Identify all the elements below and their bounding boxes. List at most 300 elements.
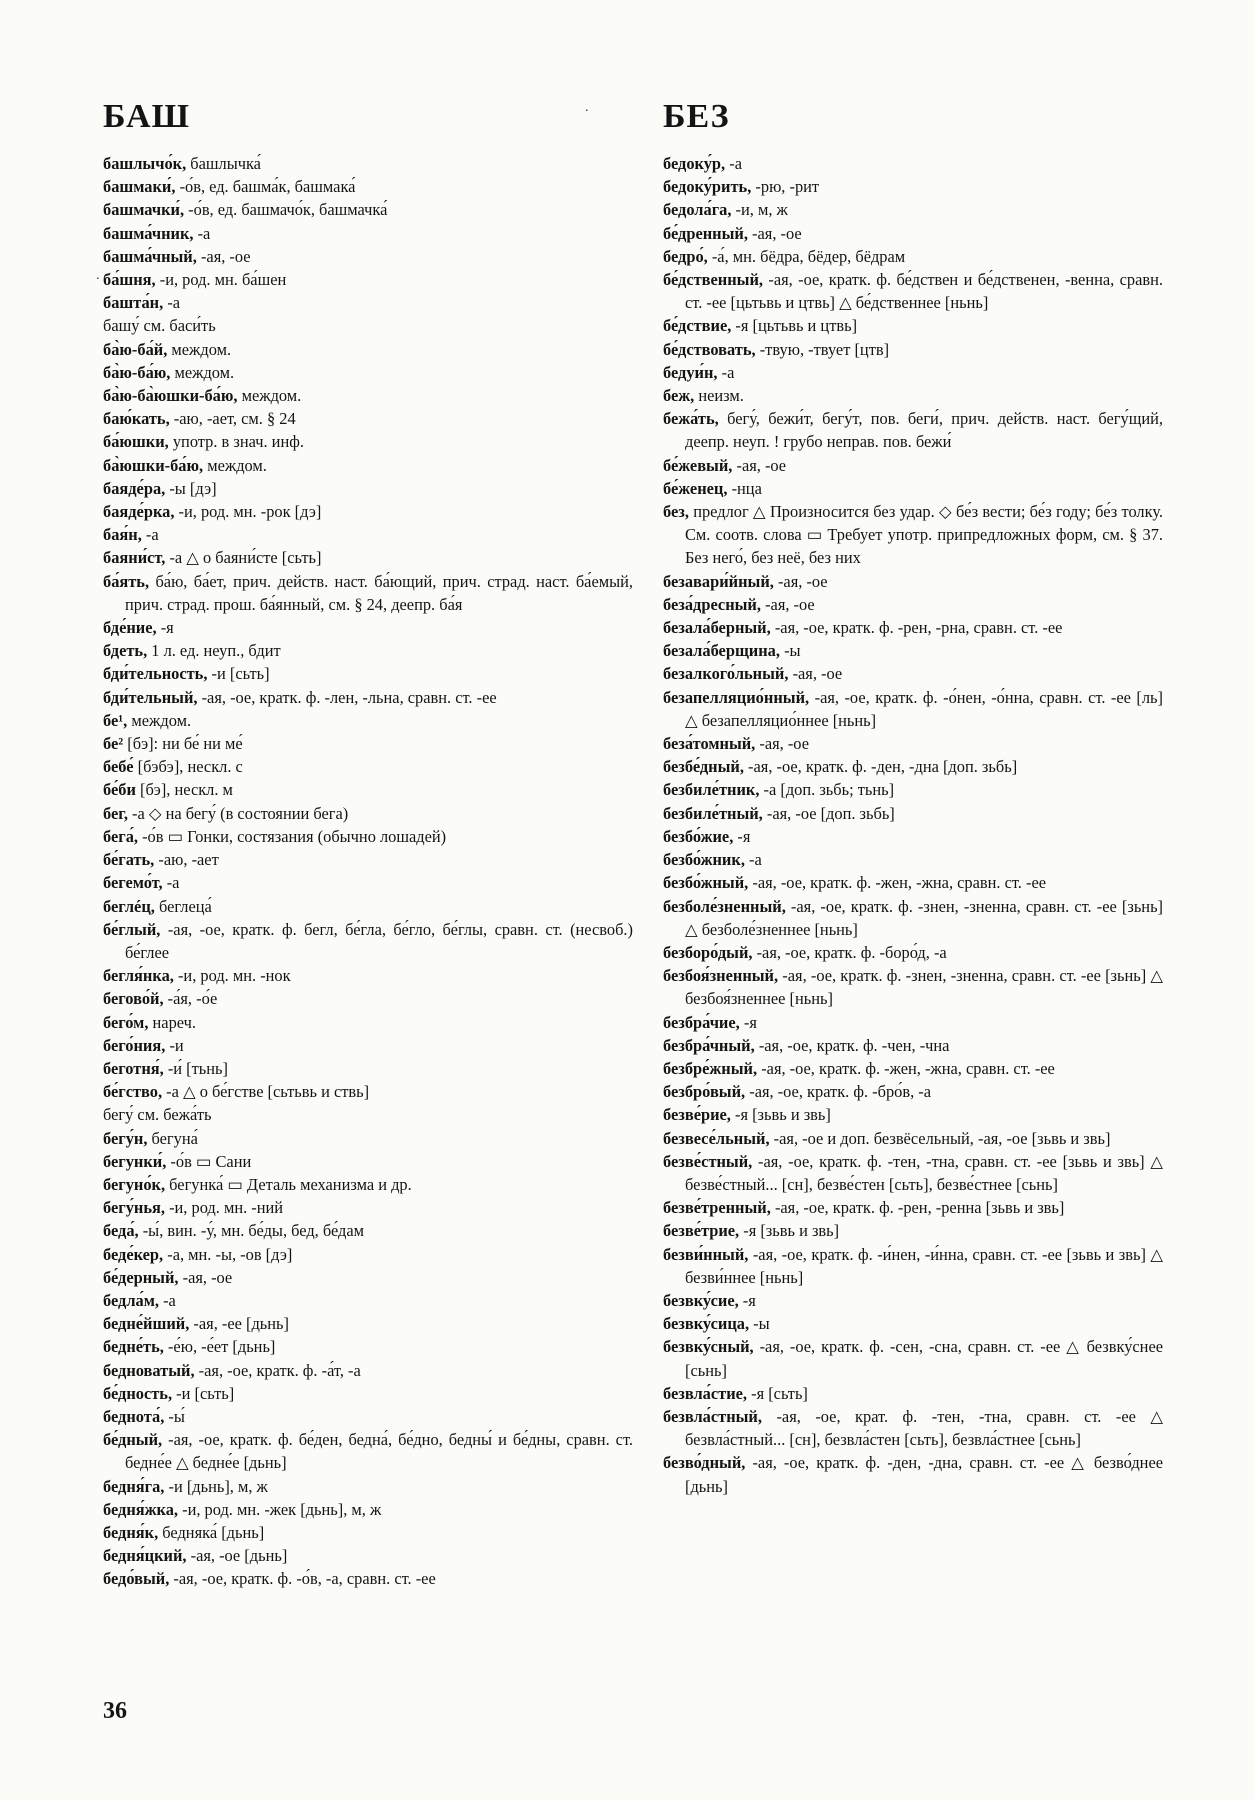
dictionary-entry [663, 639, 1163, 662]
entry-text: беглеца́ [154, 896, 212, 916]
headword: безбо́жие, [663, 826, 734, 846]
headword: бе́жевый, [663, 455, 733, 475]
dictionary-entry [103, 198, 633, 221]
dictionary-entry [663, 778, 1163, 801]
entry-text: -ы́, вин. -у́, мн. бе́ды, бед, бе́дам [138, 1221, 365, 1241]
dictionary-entry [103, 755, 633, 778]
dictionary-entry [663, 1312, 1163, 1335]
entry-text: башу́ см. баси́ть [103, 316, 216, 336]
headword: безвку́сный, [663, 1337, 754, 1357]
dictionary-entry [103, 1498, 633, 1521]
entry-text: -ая, -ое, кратк. ф. -знен, -зненна, сравн. ст. -ее [зьнь] △ безболе́зненнее [ньнь] [685, 896, 1163, 939]
headword: безбо́жный, [663, 873, 749, 893]
headword: баяде́ра, [103, 478, 166, 498]
dictionary-entry [103, 1011, 633, 1034]
dictionary-entry [103, 1243, 633, 1266]
dictionary-entry [103, 662, 633, 685]
dictionary-entry [663, 454, 1163, 477]
entry-text: -и, род. мн. -рок [дэ] [174, 502, 322, 522]
dictionary-entry [103, 222, 633, 245]
entry-text: -ая, -ое, кратк. ф. -ден, -дна, сравн. ст. -ее △ безво́днее [дьнь] [685, 1453, 1163, 1496]
headword: бде́ние, [103, 618, 157, 638]
dictionary-entry [103, 871, 633, 894]
headword: бедня́га, [103, 1476, 165, 1496]
dictionary-entry [103, 500, 633, 523]
entry-text: нареч. [148, 1012, 196, 1032]
dictionary-entry [103, 1405, 633, 1428]
entry-text: -я [156, 618, 174, 638]
entry-text: -о́в ▭ Гонки, состязания (обычно лошадей) [138, 826, 447, 846]
dictionary-entry [103, 1080, 633, 1103]
entry-text: -аю, -ает, см. § 24 [169, 409, 296, 429]
headword: безала́берщина, [663, 641, 780, 661]
dictionary-entry [663, 570, 1163, 593]
entry-text: -ая, -ое [196, 246, 251, 266]
entry-text: -аю, -ает [154, 850, 219, 870]
entry-text: -и, род. мн. -жек [дьнь], м, ж [178, 1499, 382, 1519]
entry-text: -а́, мн. бёдра, бёдер, бёдрам [707, 246, 906, 266]
entry-text: -а △ о баяни́сте [сьть] [165, 548, 322, 568]
headword: безвла́стный, [663, 1406, 762, 1426]
headword: ба́юшки, [103, 432, 169, 452]
headword: без, [663, 502, 689, 522]
entry-text: -ы́ [164, 1406, 185, 1426]
headword: башма́чник, [103, 223, 194, 243]
dictionary-entry [663, 1289, 1163, 1312]
entry-text: -ая, -ое [747, 223, 802, 243]
dictionary-entry [103, 175, 633, 198]
headword: бегуно́к, [103, 1174, 166, 1194]
dictionary-entry [103, 616, 633, 639]
dictionary-entry [663, 384, 1163, 407]
headword: безбро́вый, [663, 1082, 746, 1102]
dictionary-entry [103, 546, 633, 569]
headword: безво́дный, [663, 1453, 746, 1473]
entry-text: -о́в ▭ Сани [166, 1151, 252, 1171]
headword: безбра́чие, [663, 1012, 740, 1032]
entry-text: -а́я, -о́е [163, 989, 218, 1009]
headword: бе́дерный, [103, 1267, 179, 1287]
entry-text: -ая, -ое, кратк. ф. -знен, -зненна, сравн. ст. -ее [зьнь] △ безбоя́зненнее [ньнь] [685, 966, 1163, 1009]
entry-text: -ая, -ое [732, 455, 787, 475]
entry-text: бегуна́ [147, 1128, 198, 1148]
dictionary-entry [663, 268, 1163, 314]
dictionary-entry [663, 802, 1163, 825]
entry-text: -я [сьть] [747, 1383, 808, 1403]
entry-text: [бэбэ], нескл. с [133, 757, 243, 777]
entry-text: -я [738, 1290, 756, 1310]
headword: бедня́жка, [103, 1499, 179, 1519]
entry-text: -ая, -ое, кратк. ф. -лен, -льна, сравн. ст. -ее [197, 687, 497, 707]
entry-text: -я [зьвь и звь] [739, 1221, 840, 1241]
entry-text: междом. [170, 362, 235, 382]
entry-text: -ая, -ое [773, 571, 828, 591]
entry-text: -ая, -ее [дьнь] [189, 1314, 289, 1334]
headword: баяде́рка, [103, 502, 175, 522]
dictionary-entry [103, 1173, 633, 1196]
headword: безве́трие, [663, 1221, 740, 1241]
entry-text: -а ◇ на бегу́ (в состоянии бега) [127, 803, 349, 823]
headword: беж, [663, 386, 695, 406]
headword: бега́, [103, 826, 138, 846]
headword: беглéц, [103, 896, 155, 916]
dictionary-entry [103, 1196, 633, 1219]
entry-text: -и [дьнь], м, ж [164, 1476, 268, 1496]
entry-text: -ая, -ое, кратк. ф. -сен, -сна, сравн. ст. -ее △ безвку́снее [сьнь] [685, 1337, 1163, 1380]
headword: башта́н, [103, 293, 164, 313]
dictionary-entry [663, 1103, 1163, 1126]
entry-text: -ы [749, 1314, 770, 1334]
headword: бегу́н, [103, 1128, 148, 1148]
headword: бая́н, [103, 525, 142, 545]
dictionary-entry [663, 1335, 1163, 1381]
headword: бедня́к, [103, 1522, 159, 1542]
headword: ба̀ю-ба́ю, [103, 362, 171, 382]
entry-text: -я [зьвь и звь] [730, 1105, 831, 1125]
headword: бежа́ть, [663, 409, 719, 429]
dictionary-entry [663, 1219, 1163, 1242]
headword: бедоку́рить, [663, 177, 752, 197]
entry-text: бегу́, бежи́т, бегу́т, пов. беги́, прич. действ. наст. бегу́щий, деепр. неуп. ! грубо неправ. пов. бежи́ [685, 409, 1163, 452]
headword: бедноватый, [103, 1360, 195, 1380]
entry-text: -о́в, ед. башмачо́к, башмачка́ [184, 200, 388, 220]
dictionary-entry [103, 964, 633, 987]
dictionary-entry [663, 848, 1163, 871]
headword: бе́гство, [103, 1082, 163, 1102]
entry-text: -и [165, 1035, 184, 1055]
dictionary-entry [663, 871, 1163, 894]
entry-text: -ая, -ое [760, 594, 815, 614]
headword: безбе́дный, [663, 757, 744, 777]
dictionary-entry [663, 222, 1163, 245]
entry-text: -ая, -ое [788, 664, 843, 684]
entry-text: башлычка́ [186, 154, 261, 173]
headword: баяни́ст, [103, 548, 166, 568]
entry-text: -ая, -ое [дьнь] [186, 1546, 288, 1566]
headword: бе́гать, [103, 850, 155, 870]
dictionary-entry [103, 802, 633, 825]
dictionary-entry [663, 1127, 1163, 1150]
entry-text: -я [739, 1012, 757, 1032]
dictionary-entry [663, 245, 1163, 268]
dictionary-entry [103, 1567, 633, 1590]
headword: безвесе́льный, [663, 1128, 770, 1148]
dictionary-entry [103, 1428, 633, 1474]
dictionary-entry [103, 1521, 633, 1544]
page-number: 36 [103, 1698, 127, 1724]
headword: бе́дренный, [663, 223, 748, 243]
entry-text: -и́ [тьнь] [163, 1058, 228, 1078]
dictionary-entry [663, 1011, 1163, 1034]
dictionary-entry [103, 291, 633, 314]
entry-text: -а, мн. -ы, -ов [дэ] [163, 1244, 293, 1264]
dictionary-entry [103, 1127, 633, 1150]
headword: беготня́, [103, 1058, 164, 1078]
headword: бе² [103, 734, 124, 754]
entry-text: -ая, -ое, кратк. ф. -о́в, -а, сравн. ст. -ее [169, 1569, 436, 1589]
right-column [663, 152, 1163, 1498]
dictionary-entry [663, 895, 1163, 941]
entry-text: -и, род. мн. ба́шен [155, 270, 287, 290]
headword: бегово́й, [103, 989, 164, 1009]
running-head-left: БАШ [103, 98, 190, 135]
headword: бедне́йший, [103, 1314, 190, 1334]
headword: безборо́дый, [663, 942, 753, 962]
entry-text: -ая, -ое, кратк. ф. -чен, -чна [754, 1035, 950, 1055]
dictionary-entry [103, 430, 633, 453]
dictionary-entry [663, 175, 1163, 198]
entry-text: -и, м, ж [731, 200, 788, 220]
dictionary-entry [103, 778, 633, 801]
headword: ба́шня, [103, 270, 156, 290]
entry-text: -рю, -рит [751, 177, 820, 197]
entry-text: -ая, -ое, кратк. ф. бе́ден, бедна́, бе́дно, бедны́ и бе́дны, сравн. ст. бедне́е △ бедне́е [дьнь] [125, 1430, 633, 1473]
dictionary-entry [103, 686, 633, 709]
running-head-right: БЕЗ [663, 98, 730, 135]
dictionary-entry [103, 1312, 633, 1335]
dictionary-entry [663, 361, 1163, 384]
headword: ба̀юшки-ба́ю, [103, 455, 204, 475]
entry-text: -ая, -ое, кратк. ф. -и́нен, -и́нна, сравн. ст. -ее [зьвь и звь] △ безви́ннее [ньнь] [685, 1244, 1163, 1287]
headword: башмаки́, [103, 177, 176, 197]
entry-text: -а [доп. зьбь; тьнь] [759, 780, 895, 800]
headword: башлычо́к, [103, 154, 187, 173]
headword: безве́рие, [663, 1105, 731, 1125]
entry-text: -и, род. мн. -нок [173, 966, 291, 986]
entry-text: -ая, -ое, кратк. ф. -боро́д, -а [752, 942, 947, 962]
dictionary-entry [103, 987, 633, 1010]
entry-text: междом. [127, 710, 192, 730]
headword: бегля́нка, [103, 966, 174, 986]
dictionary-entry [663, 732, 1163, 755]
headword: безве́стный, [663, 1151, 753, 1171]
dictionary-entry [663, 964, 1163, 1010]
entry-text: -ая, -ое, кратк. ф. -тен, -тна, сравн. ст. -ее [зьвь и звь] △ безве́стный... [сн], безве́стен [сьть], безве́стнее [сьнь] [685, 1151, 1163, 1194]
headword: бе¹, [103, 710, 128, 730]
entry-text: употр. в знач. инф. [168, 432, 304, 452]
headword: бедоку́р, [663, 154, 726, 173]
dictionary-entry [103, 1289, 633, 1312]
headword: бе́дствие, [663, 316, 732, 336]
entry-text: -и [сьть] [207, 664, 270, 684]
dictionary-entry [663, 755, 1163, 778]
entry-text: ба́ю, ба́ет, прич. действ. наст. ба́ющий, прич. страд. наст. ба́емый, прич. страд. прош. ба́янный, см. § 24, деепр. ба́я [125, 571, 633, 614]
dictionary-entry [103, 1475, 633, 1498]
dictionary-entry [103, 152, 633, 175]
headword: беда́, [103, 1221, 139, 1241]
dictionary-entry [103, 1103, 633, 1126]
left-column [103, 152, 633, 1591]
entry-text: -а [744, 850, 762, 870]
headword: бедня́цкий, [103, 1546, 187, 1566]
headword: безбра́чный, [663, 1035, 755, 1055]
headword: бе́глый, [103, 919, 161, 939]
dictionary-entry [663, 477, 1163, 500]
dictionary-entry [103, 1057, 633, 1080]
headword: бегемо́т, [103, 873, 163, 893]
headword: ба́ять, [103, 571, 150, 591]
dictionary-entry [103, 1359, 633, 1382]
dictionary-entry [103, 338, 633, 361]
dictionary-entry [663, 1034, 1163, 1057]
entry-text: -ая, -ое, крат. ф. -тен, -тна, сравн. ст. -ее △ безвла́стный... [сн], безвла́стен [сьть], безвла́стнее [сьнь] [685, 1406, 1163, 1450]
headword: безбре́жный, [663, 1058, 758, 1078]
headword: беде́кер, [103, 1244, 164, 1264]
entry-text: -ая, -ое и доп. безвёсельный, -ая, -ое [зьвь и звь] [769, 1128, 1111, 1148]
entry-text: междом. [237, 386, 302, 406]
headword: ба̀ю-ба́й, [103, 339, 168, 359]
entry-text: 1 л. ед. неуп., бдит [147, 641, 281, 661]
dictionary-entry [103, 1382, 633, 1405]
headword: бедола́га, [663, 200, 732, 220]
dictionary-entry [103, 454, 633, 477]
dictionary-entry [103, 1335, 633, 1358]
entry-text: -ая, -ое, кратк. ф. бегл, бе́гла, бе́гло, бе́глы, сравн. ст. (несвоб.) бе́глее [125, 919, 633, 962]
headword: безбоя́зненный, [663, 966, 779, 986]
dictionary-entry [663, 314, 1163, 337]
dictionary-entry [103, 384, 633, 407]
entry-text: [бэ]: ни бе́ ни ме́ [123, 734, 243, 754]
dictionary-entry [663, 500, 1163, 570]
headword: ба̀ю-ба̀юшки-ба́ю, [103, 386, 238, 406]
dictionary-entry [103, 407, 633, 430]
dictionary-entry [663, 662, 1163, 685]
headword: бедро́, [663, 246, 708, 266]
print-speck: . [585, 100, 589, 115]
dictionary-entry [663, 1405, 1163, 1451]
headword: бедуи́н, [663, 362, 718, 382]
headword: безве́тренный, [663, 1198, 771, 1218]
headword: бе́дный, [103, 1430, 163, 1450]
entry-text: -а △ о бе́гстве [сьтьвь и ствь] [162, 1082, 370, 1102]
entry-text: -нца [727, 478, 762, 498]
dictionary-entry [663, 825, 1163, 848]
dictionary-entry [103, 570, 633, 616]
dictionary-entry [663, 198, 1163, 221]
dictionary-entry [103, 268, 633, 291]
entry-text: -ая, -ое, кратк. ф. -о́нен, -о́нна, сравн. ст. -ее [ль] △ безапелляцио́ннее [ньнь] [685, 687, 1163, 730]
dictionary-entry [663, 407, 1163, 453]
headword: безапелляцио́нный, [663, 687, 810, 707]
entry-text: -ая, -ое, кратк. ф. -бро́в, -а [745, 1082, 932, 1102]
headword: бе́дственный, [663, 270, 764, 290]
dictionary-entry [103, 639, 633, 662]
entry-text: -ая, -ое, кратк. ф. -рен, -рна, сравн. ст. -ее [770, 618, 1063, 638]
headword: бе́дность, [103, 1383, 173, 1403]
dictionary-entry [103, 1266, 633, 1289]
headword: бег, [103, 803, 128, 823]
headword: безбо́жник, [663, 850, 745, 870]
dictionary-entry [103, 732, 633, 755]
entry-text: междом. [167, 339, 232, 359]
entry-text: -и, род. мн. -ний [164, 1198, 284, 1218]
entry-text: -ы [779, 641, 801, 661]
dictionary-entry [103, 825, 633, 848]
headword: безалкого́льный, [663, 664, 789, 684]
headword: бди́тельность, [103, 664, 208, 684]
headword: безавари́йный, [663, 571, 774, 591]
headword: бедла́м, [103, 1290, 159, 1310]
dictionary-entry [103, 477, 633, 500]
dictionary-entry [103, 895, 633, 918]
dictionary-entry [103, 1544, 633, 1567]
dictionary-entry [103, 918, 633, 964]
dictionary-entry [663, 941, 1163, 964]
dictionary-entry [103, 361, 633, 384]
headword: безвку́сица, [663, 1314, 750, 1334]
entry-text: -я [цьтьвь и цтвь] [731, 316, 858, 336]
entry-text: -а [158, 1290, 176, 1310]
headword: башмачки́, [103, 200, 185, 220]
entry-text: бедняка́ [дьнь] [158, 1522, 265, 1542]
entry-text: -и [сьть] [172, 1383, 235, 1403]
headword: безболе́зненный, [663, 896, 786, 916]
entry-text: -ая, -ое, кратк. ф. -а́т, -а [194, 1360, 361, 1380]
entry-text: -а [163, 293, 181, 313]
headword: башма́чный, [103, 246, 197, 266]
entry-text: -я [733, 826, 751, 846]
headword: безви́нный, [663, 1244, 749, 1264]
dictionary-entry [663, 338, 1163, 361]
dictionary-entry [663, 1057, 1163, 1080]
entry-text: -а [725, 154, 742, 173]
headword: беза́дресный, [663, 594, 761, 614]
dictionary-entry [663, 1243, 1163, 1289]
entry-text: бегу́ см. бежа́ть [103, 1105, 212, 1125]
headword: бе́дствовать, [663, 339, 756, 359]
entry-text: -ая, -ое, кратк. ф. -ден, -дна [доп. зьбь] [743, 757, 1018, 777]
headword: бедне́ть, [103, 1337, 164, 1357]
headword: бегунки́, [103, 1151, 167, 1171]
entry-text: -ая, -ое [755, 734, 809, 754]
entry-text: -а [717, 362, 735, 382]
headword: бегу́нья, [103, 1198, 165, 1218]
entry-text: -ая, -ое, кратк. ф. бе́дствен и бе́дственен, -венна, сравн. ст. -ее [цьтьвь и цтвь] △ бе́дственнее [ньнь] [685, 270, 1163, 313]
dictionary-entry [663, 686, 1163, 732]
dictionary-entry [663, 1080, 1163, 1103]
headword: бебе́ [103, 757, 134, 777]
entry-text: -а [193, 223, 211, 243]
headword: бди́тельный, [103, 687, 198, 707]
dictionary-entry [103, 1150, 633, 1173]
dictionary-entry [103, 523, 633, 546]
entry-text: -ая, -ое, кратк. ф. -жен, -жна, сравн. ст. -ее [748, 873, 1047, 893]
headword: баю́кать, [103, 409, 170, 429]
entry-text: междом. [203, 455, 267, 475]
entry-text: [бэ], нескл. м [135, 780, 233, 800]
entry-text: -ая, -ое, кратк. ф. -рен, -ренна [зьвь и звь] [770, 1198, 1065, 1218]
dictionary-entry [663, 1150, 1163, 1196]
headword: безала́берный, [663, 618, 771, 638]
entry-text: -а [162, 873, 180, 893]
entry-text: -ая, -ое [доп. зьбь] [762, 803, 895, 823]
headword: беза́томный, [663, 734, 756, 754]
headword: бего́м, [103, 1012, 149, 1032]
entry-text: бегунка́ ▭ Деталь механизма и др. [165, 1174, 412, 1194]
dictionary-entry [103, 848, 633, 871]
entry-text: -о́в, ед. башма́к, башмака́ [175, 177, 356, 197]
headword: бего́ния, [103, 1035, 166, 1055]
headword: бдеть, [103, 641, 148, 661]
entry-text: -ая, -ое [178, 1267, 233, 1287]
dictionary-entry [103, 709, 633, 732]
dictionary-entry [103, 1034, 633, 1057]
dictionary-entry [103, 314, 633, 337]
dictionary-entry [663, 1451, 1163, 1497]
entry-text: -ая, -ое, кратк. ф. -жен, -жна, сравн. ст. -ее [757, 1058, 1055, 1078]
dictionary-entry [663, 616, 1163, 639]
entry-text: -е́ю, -е́ет [дьнь] [163, 1337, 276, 1357]
